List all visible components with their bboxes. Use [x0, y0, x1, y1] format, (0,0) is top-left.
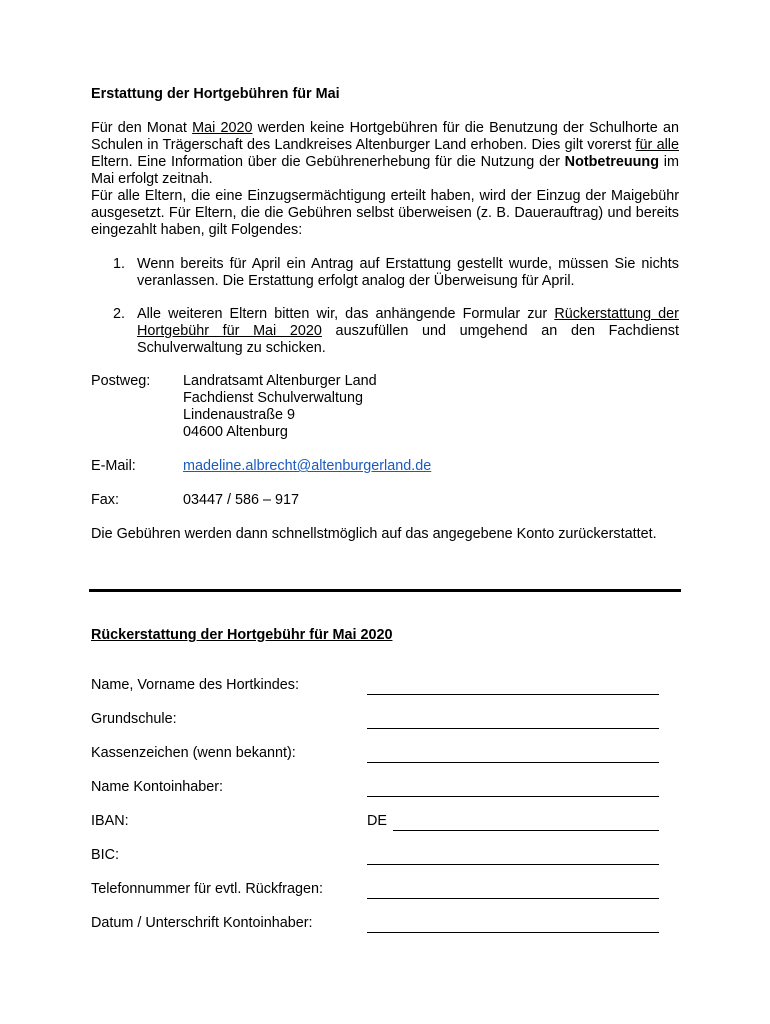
email-link[interactable]: madeline.albrecht@altenburgerland.de	[183, 458, 432, 474]
form-field-cash-reference	[91, 745, 661, 765]
field-label: Name, Vorname des Hortkindes:	[91, 677, 299, 693]
account-holder-input[interactable]	[367, 779, 659, 797]
text-run: Eltern. Eine Information über die Gebührenerhebung für die Nutzung der	[91, 154, 565, 170]
section-divider	[89, 589, 681, 592]
field-label: Telefonnummer für evtl. Rückfragen:	[91, 881, 323, 897]
text-run: werden keine Hortgebühren für die Benutzung der Schulhorte an Schulen in Trägerschaft des Landkreises Altenburger Land erhoben. Dies gilt vorerst	[91, 120, 679, 153]
list-item	[91, 306, 679, 357]
field-label: Kassenzeichen (wenn bekannt):	[91, 745, 296, 761]
text-run: Alle weiteren Eltern bitten wir, das anhängende Formular zur	[137, 306, 555, 322]
address-line: Landratsamt Altenburger Land	[183, 373, 377, 389]
postal-lines	[183, 373, 377, 441]
bic-input[interactable]	[367, 847, 659, 865]
postal-label: Postweg:	[91, 373, 151, 389]
address-line: 04600 Altenburg	[183, 424, 288, 440]
form-field-iban	[91, 813, 661, 833]
postal-row	[91, 373, 679, 441]
underlined-month: Mai 2020	[192, 120, 253, 136]
form-field-signature	[91, 915, 661, 935]
fax-row	[91, 492, 679, 509]
direct-debit-paragraph: Für alle Eltern, die eine Einzugsermächtigung erteilt haben, wird der Einzug der Maigebühr ausgesetzt. Für Eltern, die die Gebühren selbst überweisen (z. B. Dauerauftrag) und bereits eingezahlt haben, gilt Folgendes:	[91, 188, 679, 238]
text-run: auszufüllen und umgehend an den Fachdienst Schulverwaltung zu schicken.	[137, 323, 679, 356]
form-reference: Rückerstattung der Hortgebühr für Mai 2020	[137, 306, 679, 339]
text-run: im Mai erfolgt zeitnah.	[91, 154, 679, 187]
form-field-school	[91, 711, 661, 731]
email-row	[91, 458, 679, 475]
child-name-input[interactable]	[367, 677, 659, 695]
fax-number: 03447 / 586 – 917	[183, 492, 300, 508]
postal-address	[91, 373, 679, 441]
phone-input[interactable]	[367, 881, 659, 899]
field-label: Grundschule:	[91, 711, 177, 727]
email-label: E-Mail:	[91, 458, 136, 474]
form-field-child-name	[91, 677, 661, 697]
list-item	[91, 256, 679, 290]
cash-reference-input[interactable]	[367, 745, 659, 763]
underlined-all: für alle	[635, 137, 679, 153]
form-field-account-holder	[91, 779, 661, 799]
instructions-list	[91, 256, 679, 357]
closing-paragraph: Die Gebühren werden dann schnellstmöglich auf das angegebene Konto zurückerstattet.	[91, 526, 657, 542]
iban-input[interactable]	[393, 813, 659, 831]
field-label: BIC:	[91, 847, 119, 863]
list-number: 2.	[113, 306, 126, 322]
fax-label: Fax:	[91, 492, 119, 508]
form-title: Rückerstattung der Hortgebühr für Mai 2020	[91, 627, 393, 643]
form-field-phone	[91, 881, 661, 901]
field-label: Datum / Unterschrift Kontoinhaber:	[91, 915, 313, 931]
intro-paragraph	[91, 120, 679, 188]
form-field-bic	[91, 847, 661, 867]
letter-body	[91, 86, 679, 543]
list-number: 1.	[113, 256, 126, 272]
field-label: Name Kontoinhaber:	[91, 779, 223, 795]
refund-form	[91, 627, 661, 931]
list-item-text: Wenn bereits für April ein Antrag auf Erstattung gestellt wurde, müssen Sie nichts veranlassen. Die Erstattung erfolgt analog der Überweisung für April.	[137, 256, 679, 289]
signature-input[interactable]	[367, 915, 659, 933]
school-input[interactable]	[367, 711, 659, 729]
text-run: Für den Monat	[91, 120, 193, 136]
bold-notbetreuung: Notbetreuung	[564, 154, 659, 170]
field-label: IBAN:	[91, 813, 129, 829]
list-item-text	[137, 306, 679, 356]
iban-prefix: DE	[367, 813, 387, 829]
page-title: Erstattung der Hortgebühren für Mai	[91, 86, 340, 102]
address-line: Lindenaustraße 9	[183, 407, 296, 423]
address-line: Fachdienst Schulverwaltung	[183, 390, 363, 406]
